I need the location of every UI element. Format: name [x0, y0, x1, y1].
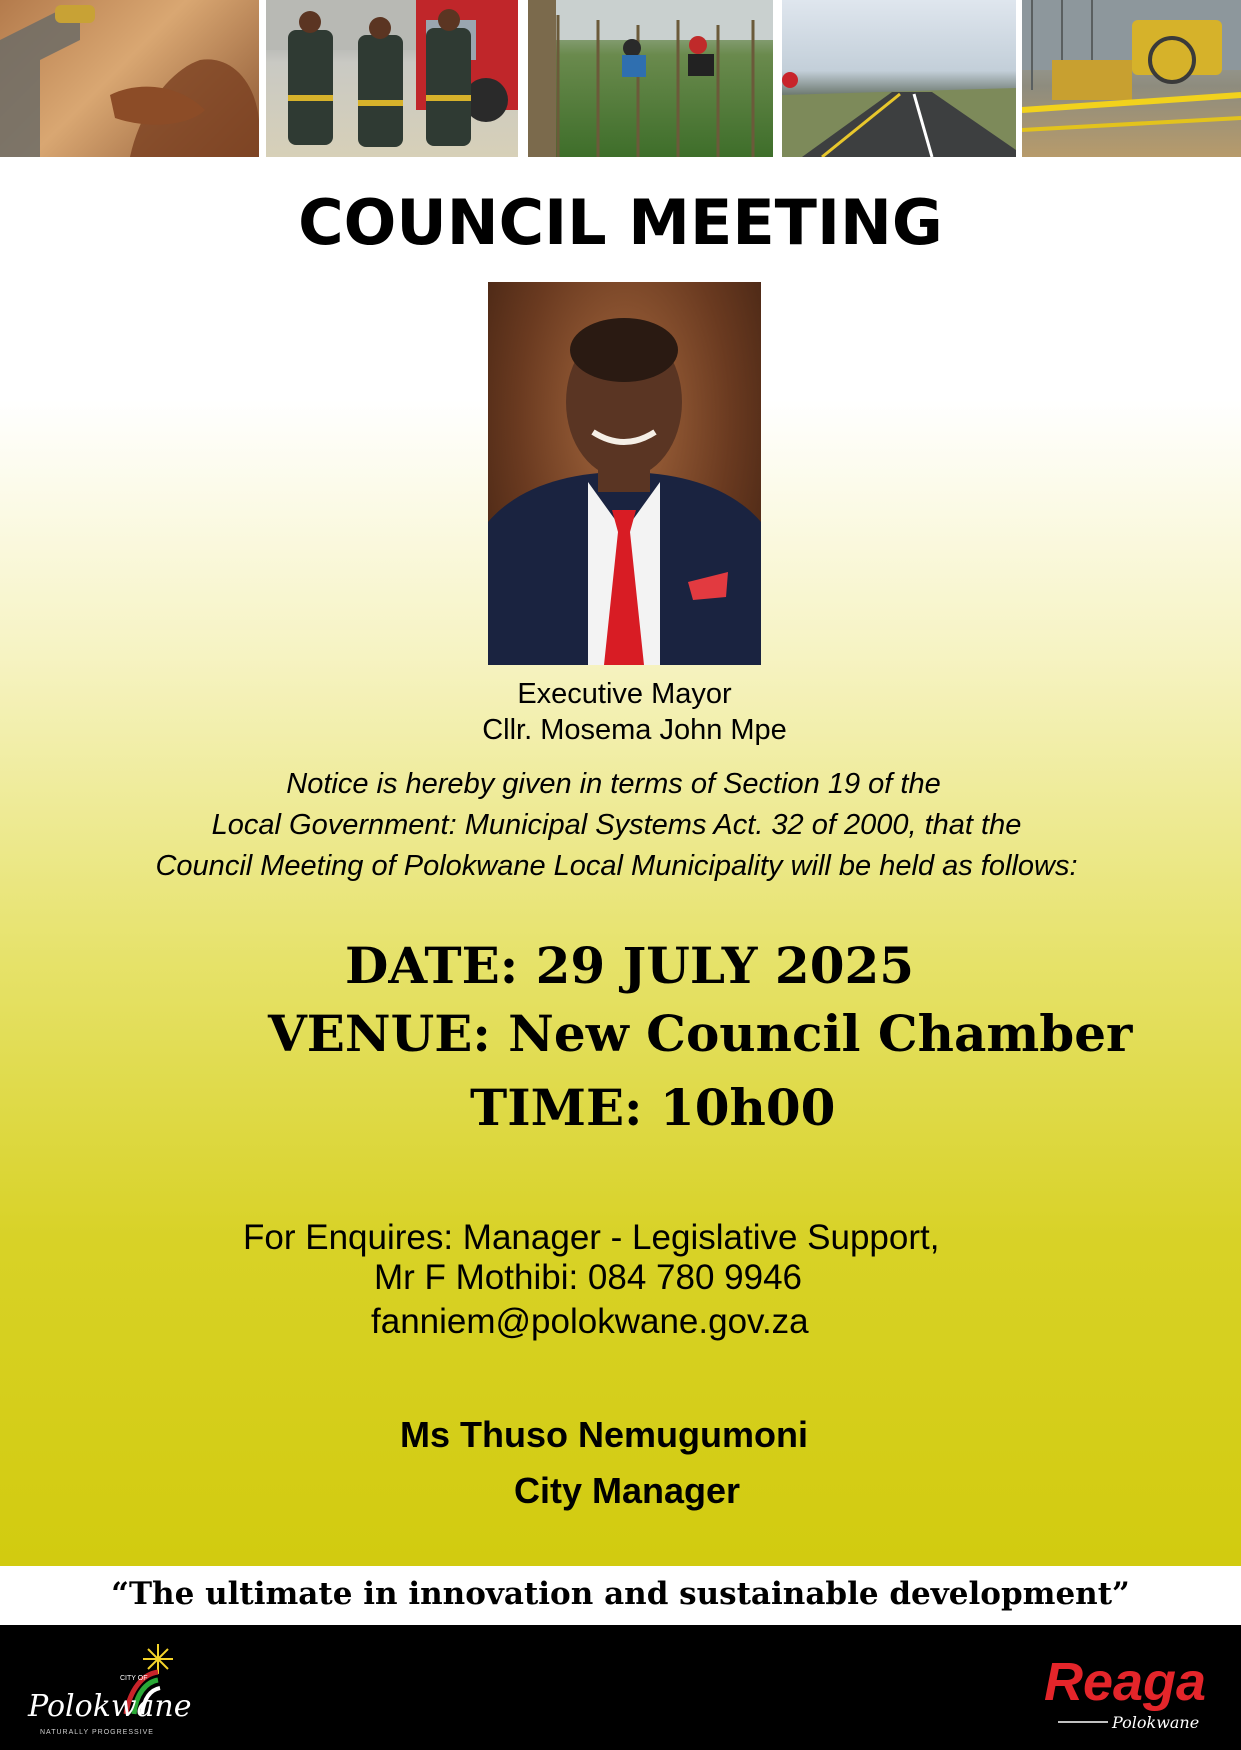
signatory-name: Ms Thuso Nemugumoni	[400, 1414, 808, 1455]
mayor-name: Cllr. Mosema John Mpe	[482, 714, 787, 746]
meeting-venue: VENUE: New Council Chamber	[268, 1004, 1133, 1063]
road-roller-photo	[1022, 0, 1241, 157]
notice-line-1: Notice is hereby given in terms of Section 19 of the	[286, 768, 941, 800]
notice-line-2: Local Government: Municipal Systems Act. 32 of 2000, that the	[211, 809, 1022, 841]
logo-tagline: NATURALLY PROGRESSIVE	[40, 1729, 154, 1736]
logo-polokwane-text: Polokwane	[28, 1689, 192, 1724]
logo-city-of: CITY OF	[120, 1675, 148, 1682]
mayor-portrait	[488, 282, 761, 665]
signatory-title: City Manager	[514, 1470, 741, 1511]
enquiries-email: fanniem@polokwane.gov.za	[371, 1302, 809, 1341]
reaga-logo	[1040, 1648, 1220, 1738]
meeting-time: TIME: 10h00	[470, 1078, 836, 1137]
meeting-date: DATE: 29 JULY 2025	[345, 936, 915, 995]
water-tap-photo	[0, 0, 259, 157]
mayor-role: Executive Mayor	[517, 678, 732, 710]
enquiries-line: For Enquires: Manager - Legislative Support,	[243, 1218, 940, 1257]
slogan: “The ultimate in innovation and sustainable development”	[111, 1576, 1130, 1612]
road-photo	[782, 0, 1016, 157]
farm-workers-photo	[528, 0, 773, 157]
notice-line-3: Council Meeting of Polokwane Local Municipality will be held as follows:	[155, 850, 1078, 882]
reaga-subtext: Polokwane	[1112, 1713, 1200, 1732]
enquiries-contact: Mr F Mothibi: 084 780 9946	[374, 1258, 803, 1297]
reaga-text: Reaga	[1044, 1652, 1207, 1712]
page-title: COUNCIL MEETING	[298, 186, 943, 259]
polokwane-logo	[18, 1634, 198, 1740]
firefighters-photo	[266, 0, 518, 157]
